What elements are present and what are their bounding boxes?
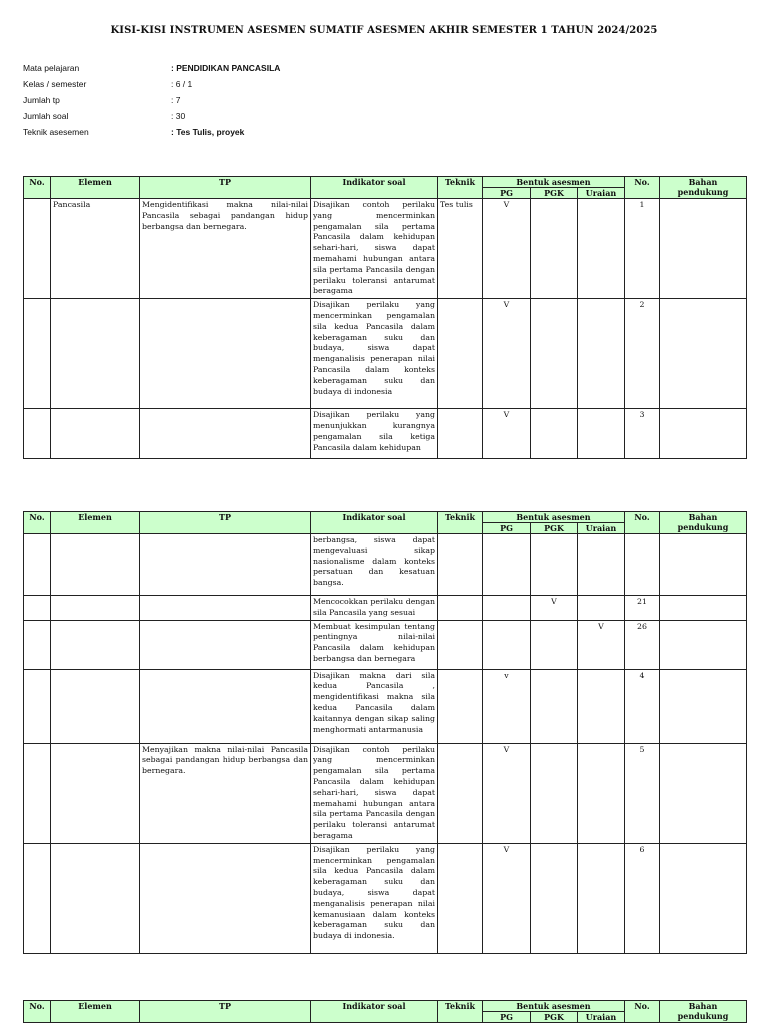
cell-teknik [438,620,483,669]
cell-pgk [531,534,578,596]
header-tp: TP [140,1001,311,1023]
cell-bahan [660,596,747,621]
header-indikator: Indikator soal [311,512,438,534]
cell-no-soal: 1 [625,199,660,299]
cell-elemen [51,843,140,953]
cell-bahan [660,620,747,669]
header-teknik: Teknik [438,1001,483,1023]
cell-teknik [438,596,483,621]
cell-pg: V [483,409,531,459]
meta-label: Kelas / semester [23,79,87,89]
cell-no [24,620,51,669]
table-row [24,596,747,621]
cell-bahan [660,299,747,409]
cell-bahan [660,409,747,459]
cell-indikator: Disajikan perilaku yang menunjukkan kurangnya pengamalan sila ketiga Pancasila dalam kehidupan [311,409,438,459]
header-bentuk: Bentuk asesmen [483,1001,625,1012]
cell-no [24,843,51,953]
cell-indikator: Membuat kesimpulan tentang pentingnya nilai-nilai Pancasila dalam kehidupan berbangsa dan bernegara [311,620,438,669]
header-tp: TP [140,177,311,199]
cell-no [24,299,51,409]
header-pg: PG [483,188,531,199]
header-tp: TP [140,512,311,534]
header-no-soal: No. [625,512,660,534]
cell-elemen [51,596,140,621]
cell-no [24,596,51,621]
cell-teknik [438,409,483,459]
cell-indikator: Disajikan contoh perilaku yang mencerminkan pengamalan sila pertama Pancasila dalam kehidupan sehari-hari, siswa dapat memahami hubungan antara sila pertama Pancasila dengan perilaku toleransi antarumat beragama [311,743,438,843]
header-pg: PG [483,523,531,534]
cell-uraian [578,409,625,459]
kisi-table-2 [23,511,747,954]
cell-indikator: Disajikan contoh perilaku yang mencerminkan pengamalan sila pertama Pancasila dalam kehidupan sehari-hari, siswa dapat memahami hubungan antara sila pertama Pancasila dengan perilaku toleransi antarumat beragama [311,199,438,299]
cell-bahan [660,743,747,843]
header-pgk: PGK [531,523,578,534]
header-pg: PG [483,1012,531,1023]
cell-no [24,534,51,596]
cell-no-soal: 3 [625,409,660,459]
cell-uraian [578,596,625,621]
cell-uraian [578,534,625,596]
meta-label: Teknik asesemen [23,127,89,137]
cell-elemen [51,534,140,596]
cell-pg: v [483,669,531,743]
cell-pg [483,596,531,621]
header-elemen: Elemen [51,177,140,199]
cell-elemen [51,409,140,459]
cell-pgk: V [531,596,578,621]
header-pgk: PGK [531,188,578,199]
cell-elemen [51,743,140,843]
header-no: No. [24,1001,51,1023]
cell-indikator: berbangsa, siswa dapat mengevaluasi sikap nasionalisme dalam konteks persatuan dan kesatuan bangsa. [311,534,438,596]
cell-pgk [531,199,578,299]
cell-elemen: Pancasila [51,199,140,299]
cell-pg: V [483,843,531,953]
cell-bahan [660,843,747,953]
document-title: KISI-KISI INSTRUMEN ASESMEN SUMATIF ASESMEN AKHIR SEMESTER 1 TAHUN 2024/2025 [110,25,658,36]
header-uraian: Uraian [578,523,625,534]
cell-pgk [531,620,578,669]
meta-value: : 6 / 1 [171,79,193,89]
cell-indikator: Mencocokkan perilaku dengan sila Pancasila yang sesuai [311,596,438,621]
table-row [24,199,747,299]
header-bahan: Bahan pendukung [660,1001,747,1023]
header-elemen: Elemen [51,1001,140,1023]
cell-pg: V [483,743,531,843]
cell-pgk [531,299,578,409]
table-row [24,299,747,409]
header-bahan: Bahan pendukung [660,177,747,199]
cell-elemen [51,669,140,743]
cell-uraian [578,199,625,299]
cell-tp [140,299,311,409]
cell-tp [140,409,311,459]
cell-pgk [531,669,578,743]
header-indikator: Indikator soal [311,177,438,199]
header-no: No. [24,177,51,199]
meta-value: : 7 [171,95,181,105]
meta-label: Mata pelajaran [23,63,80,73]
cell-no-soal: 26 [625,620,660,669]
header-no: No. [24,512,51,534]
cell-tp [140,596,311,621]
cell-no [24,743,51,843]
meta-value: : PENDIDIKAN PANCASILA [171,63,281,73]
cell-pgk [531,743,578,843]
cell-pg: V [483,199,531,299]
header-pgk: PGK [531,1012,578,1023]
meta-value: : 30 [171,111,186,121]
cell-pgk [531,843,578,953]
cell-teknik [438,669,483,743]
cell-tp: Menyajikan makna nilai-nilai Pancasila sebagai pandangan hidup berbangsa dan bernegara. [140,743,311,843]
cell-indikator: Disajikan perilaku yang mencerminkan pengamalan sila kedua Pancasila dalam keberagaman suku dan budaya, siswa dapat menganalisis penerapan nilai kemanusiaan dalam konteks keberagaman suku dan budaya di indonesia. [311,843,438,953]
cell-pg [483,534,531,596]
header-no-soal: No. [625,1001,660,1023]
header-elemen: Elemen [51,512,140,534]
cell-tp [140,620,311,669]
header-uraian: Uraian [578,188,625,199]
meta-label: Jumlah tp [23,95,60,105]
cell-bahan [660,199,747,299]
cell-teknik [438,534,483,596]
cell-pg: V [483,299,531,409]
cell-uraian [578,299,625,409]
cell-uraian [578,843,625,953]
cell-teknik [438,299,483,409]
cell-teknik [438,743,483,843]
cell-indikator: Disajikan perilaku yang mencerminkan pengamalan sila kedua Pancasila dalam keberagaman suku dan budaya, siswa dapat menganalisis penerapan nilai Pancasila dalam konteks keberagaman suku dan budaya di indonesia [311,299,438,409]
cell-teknik: Tes tulis [438,199,483,299]
table-row [24,743,747,843]
cell-no-soal: 5 [625,743,660,843]
header-indikator: Indikator soal [311,1001,438,1023]
cell-elemen [51,620,140,669]
header-row [24,177,747,188]
header-no-soal: No. [625,177,660,199]
header-teknik: Teknik [438,177,483,199]
cell-indikator: Disajikan makna dari sila kedua Pancasila , mengidentifikasi makna sila kedua Pancasila dalam kaitannya dengan sikap saling menghormati antarmanusia [311,669,438,743]
cell-no-soal: 21 [625,596,660,621]
table-row [24,669,747,743]
kisi-table-3 [23,1000,747,1023]
header-row [24,1001,747,1012]
header-bentuk: Bentuk asesmen [483,512,625,523]
cell-pgk [531,409,578,459]
table-row [24,620,747,669]
cell-pg [483,620,531,669]
table-row [24,409,747,459]
header-teknik: Teknik [438,512,483,534]
meta-label: Jumlah soal [23,111,69,121]
cell-uraian [578,743,625,843]
header-bentuk: Bentuk asesmen [483,177,625,188]
cell-teknik [438,843,483,953]
cell-tp: Mengidentifikasi makna nilai-nilai Pancasila sebagai pandangan hidup berbangsa dan bernegara. [140,199,311,299]
header-bahan: Bahan pendukung [660,512,747,534]
cell-no-soal [625,534,660,596]
cell-tp [140,534,311,596]
header-uraian: Uraian [578,1012,625,1023]
kisi-table-1 [23,176,747,459]
cell-no [24,669,51,743]
table-row [24,843,747,953]
cell-bahan [660,669,747,743]
cell-no [24,199,51,299]
cell-no-soal: 4 [625,669,660,743]
cell-no [24,409,51,459]
cell-elemen [51,299,140,409]
meta-value: : Tes Tulis, proyek [171,127,245,137]
cell-no-soal: 2 [625,299,660,409]
cell-tp [140,669,311,743]
cell-bahan [660,534,747,596]
header-row [24,512,747,523]
cell-uraian [578,669,625,743]
cell-tp [140,843,311,953]
cell-no-soal: 6 [625,843,660,953]
table-row [24,534,747,596]
cell-uraian: V [578,620,625,669]
